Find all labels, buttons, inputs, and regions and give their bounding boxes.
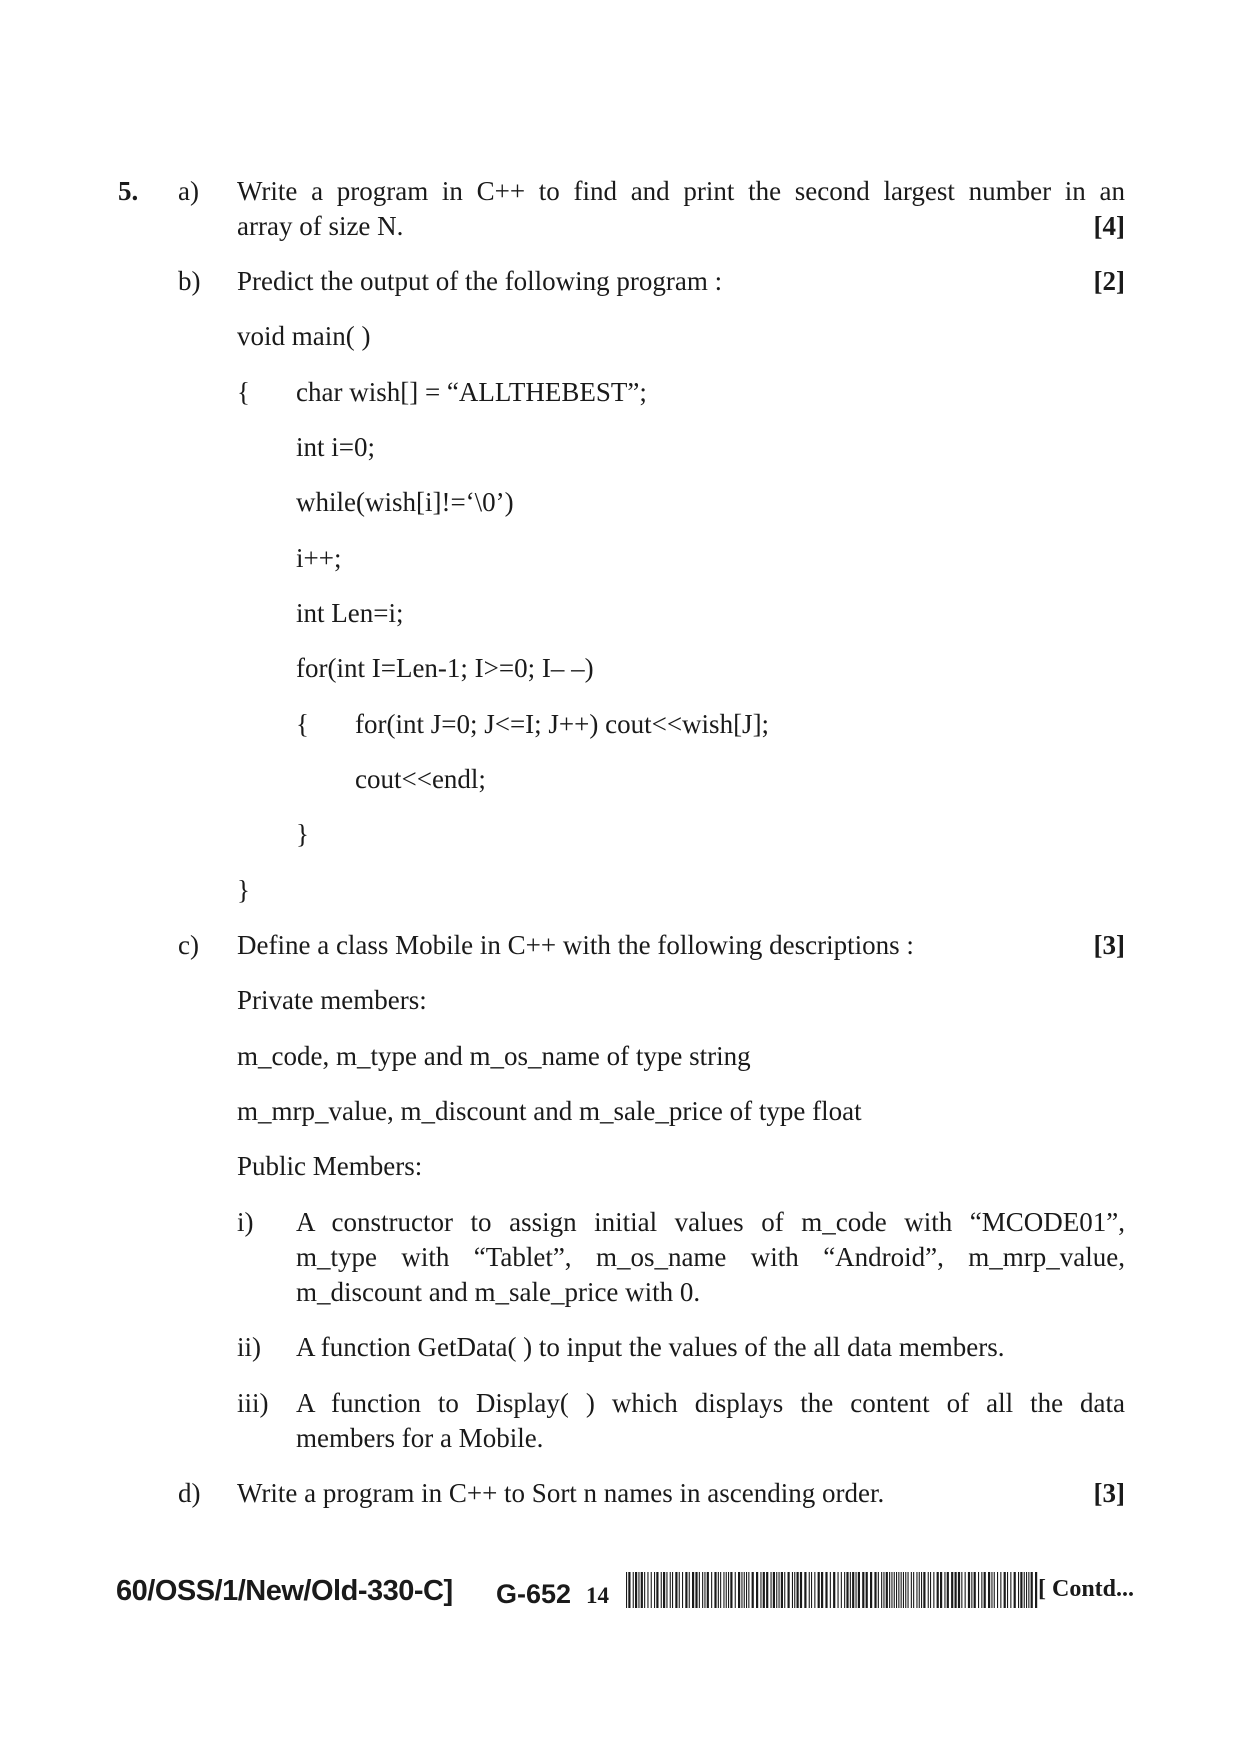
part-c-marks: [3] bbox=[1093, 930, 1125, 960]
page-footer bbox=[116, 1572, 1135, 1612]
part-a-text-line2: array of size N. bbox=[237, 211, 404, 241]
code-line: i++; bbox=[296, 543, 342, 573]
code-line: int i=0; bbox=[296, 432, 375, 462]
sub-item-text: m_type with “Tablet”, m_os_name with “Android”, m_mrp_value, bbox=[296, 1242, 1125, 1272]
part-d-marks: [3] bbox=[1093, 1478, 1125, 1508]
code-line: } bbox=[237, 875, 250, 905]
set-code: G-652 bbox=[496, 1579, 572, 1609]
code-line: { bbox=[296, 709, 309, 739]
code-line: for(int J=0; J<=I; J++) cout<<wish[J]; bbox=[355, 709, 770, 739]
code-line: cout<<endl; bbox=[355, 764, 486, 794]
sub-item-text: m_discount and m_sale_price with 0. bbox=[296, 1277, 701, 1307]
public-members-heading: Public Members: bbox=[237, 1151, 423, 1181]
code-line: for(int I=Len-1; I>=0; I– –) bbox=[296, 653, 594, 683]
page-number: 14 bbox=[586, 1583, 609, 1608]
part-a-marks: [4] bbox=[1093, 211, 1125, 241]
code-line: char wish[] = “ALLTHEBEST”; bbox=[296, 377, 647, 407]
sub-item-text: members for a Mobile. bbox=[296, 1423, 544, 1453]
part-d-label: d) bbox=[178, 1478, 201, 1508]
part-c-label: c) bbox=[178, 930, 199, 960]
code-line: } bbox=[296, 819, 309, 849]
part-a-text-line1: Write a program in C++ to find and print the second largest number in an bbox=[237, 176, 1125, 206]
barcode-icon bbox=[626, 1572, 1038, 1608]
part-d-text: Write a program in C++ to Sort n names in ascending order. bbox=[237, 1478, 885, 1508]
sub-item-label: ii) bbox=[237, 1332, 261, 1362]
sub-item-label: iii) bbox=[237, 1388, 269, 1418]
part-c-text: Define a class Mobile in C++ with the following descriptions : bbox=[237, 930, 914, 960]
continued-label: [ Contd... bbox=[1038, 1576, 1135, 1602]
sub-item-text: A function GetData( ) to input the values of the all data members. bbox=[296, 1332, 1005, 1362]
private-members-line1: m_code, m_type and m_os_name of type string bbox=[237, 1041, 751, 1071]
sub-item-label: i) bbox=[237, 1207, 254, 1237]
code-line: while(wish[i]!=‘\0’) bbox=[296, 487, 514, 517]
private-members-heading: Private members: bbox=[237, 985, 427, 1015]
sub-item-text: A function to Display( ) which displays the content of all the data bbox=[296, 1388, 1125, 1418]
question-number: 5. bbox=[118, 176, 139, 206]
code-line: { bbox=[237, 377, 250, 407]
code-line: int Len=i; bbox=[296, 598, 404, 628]
private-members-line2: m_mrp_value, m_discount and m_sale_price of type float bbox=[237, 1096, 862, 1126]
part-a-label: a) bbox=[178, 176, 199, 206]
part-b-marks: [2] bbox=[1093, 266, 1125, 296]
part-b-text: Predict the output of the following program : bbox=[237, 266, 723, 296]
paper-code: 60/OSS/1/New/Old-330-C] bbox=[116, 1575, 453, 1607]
part-b-label: b) bbox=[178, 266, 201, 296]
sub-item-text: A constructor to assign initial values of m_code with “MCODE01”, bbox=[296, 1207, 1125, 1237]
code-line: void main( ) bbox=[237, 321, 371, 351]
